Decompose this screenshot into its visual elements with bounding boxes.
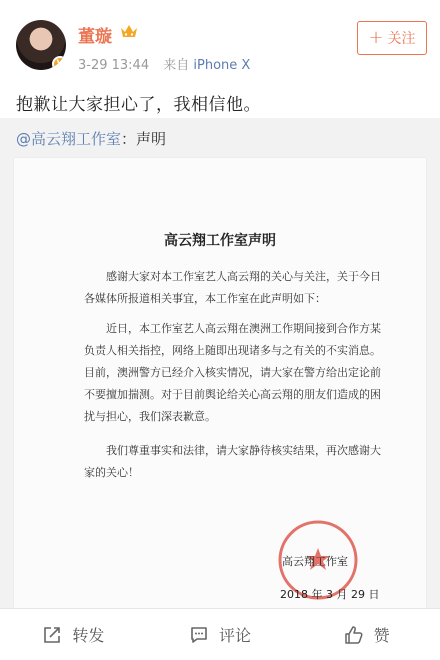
reposted-card[interactable] (0, 118, 440, 608)
verified-badge-icon: V (52, 56, 66, 70)
post-header (0, 0, 440, 80)
statement-title: 高云翔工作室声明 (164, 233, 276, 249)
statement-paragraph-2: 近日，本工作室艺人高云翔在澳洲工作期间接到合作方某负责人相关指控，网络上随即出现诸多与之有关的不实消息。目前，澳洲警方已经介入核实情况，请大家在警方给出定论前不要擅加揣测。对于目前舆论给关心高云翔的朋友们造成的困扰与担心，我们深表歉意。 (84, 322, 381, 423)
follow-button[interactable] (357, 21, 427, 55)
statement-date: 2018 年 3 月 29 日 (280, 588, 380, 601)
repost-label: 转发 (72, 626, 105, 645)
comment-label: 评论 (219, 626, 252, 645)
plus-icon: + (368, 27, 384, 48)
username[interactable]: 董璇 (78, 27, 112, 47)
post-meta (78, 54, 250, 73)
statement-paragraph-3: 我们尊重事实和法律，请大家静待核实结果，再次感谢大家的关心！ (84, 444, 381, 479)
statement-paragraph-1: 感谢大家对本工作室艺人高云翔的关心与关注，关于今日各媒体所报道相关事宜，本工作室在此声明如下： (84, 270, 381, 305)
source-device[interactable]: iPhone X (193, 58, 251, 73)
comment-icon (189, 625, 209, 645)
comment-button[interactable] (147, 609, 294, 660)
source-prefix: 来自 (163, 58, 190, 73)
avatar[interactable] (16, 20, 66, 70)
action-bar (0, 608, 440, 660)
repost-text: 声明 (136, 130, 167, 148)
statement-signature: 高云翔工作室 (282, 555, 348, 568)
mention-link[interactable]: @高云翔工作室 (16, 130, 122, 148)
vip-crown-icon (120, 23, 138, 39)
like-label: 赞 (373, 626, 390, 645)
statement-image[interactable] (14, 158, 426, 608)
post-text: 抱歉让大家担心了，我相信他。 (16, 95, 261, 115)
repost-button[interactable] (0, 609, 147, 660)
share-icon (42, 625, 62, 645)
like-button[interactable] (293, 609, 440, 660)
thumbs-up-icon (344, 625, 364, 645)
post-time: 3-29 13:44 (78, 58, 150, 73)
follow-label: 关注 (387, 31, 416, 47)
repost-header: @高云翔工作室：声明 (16, 130, 167, 148)
